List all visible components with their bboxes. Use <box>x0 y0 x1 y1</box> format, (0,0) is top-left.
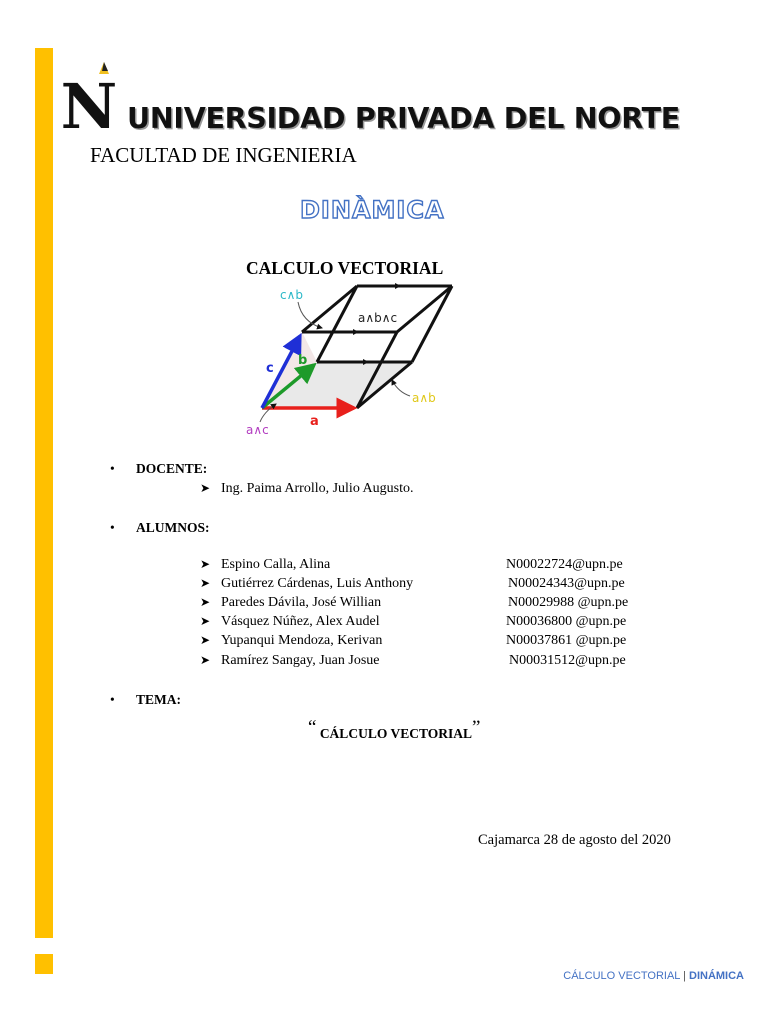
student-email: N00031512@upn.pe <box>509 653 626 668</box>
faculty-name: FACULTAD DE INGENIERIA <box>90 143 357 167</box>
label-a-wedge-c: a∧c <box>246 423 269 437</box>
alumnos-label: • ALUMNOS: <box>110 520 210 535</box>
label-a-wedge-b: a∧b <box>412 391 436 405</box>
label-c: c <box>266 361 274 376</box>
student-name: ➤ Vásquez Núñez, Alex Audel <box>200 614 380 629</box>
student-email: N00022724@upn.pe <box>506 557 623 572</box>
document-title: CALCULO VECTORIAL <box>246 258 444 278</box>
bullet-icon: • <box>110 461 115 476</box>
docente-label: • DOCENTE: <box>110 461 208 476</box>
label-b: b <box>298 353 308 368</box>
topic-title: “ CÁLCULO VECTORIAL” <box>308 717 481 741</box>
bullet-icon: • <box>110 520 115 535</box>
footer-left: CÁLCULO VECTORIAL <box>563 970 681 982</box>
arrow-bullet-icon: ➤ <box>200 653 211 667</box>
arrow-bullet-icon: ➤ <box>200 557 211 571</box>
course-title: DINÀMICA <box>300 196 445 224</box>
bullet-icon: • <box>110 692 115 707</box>
label-a-wedge-b-wedge-c: a∧b∧c <box>358 311 398 325</box>
student-email: N00029988 @upn.pe <box>508 595 629 610</box>
footer-separator: | <box>683 970 686 982</box>
student-email: N00037861 @upn.pe <box>506 633 627 648</box>
svg-text:N: N <box>60 70 118 143</box>
vector-parallelepiped-figure <box>240 280 480 440</box>
accent-bar <box>35 48 53 938</box>
close-quote: ” <box>471 717 481 738</box>
label-c-wedge-b: c∧b <box>280 288 303 302</box>
student-name: ➤ Gutiérrez Cárdenas, Luis Anthony <box>200 576 414 591</box>
arrow-bullet-icon: ➤ <box>200 633 211 647</box>
university-logo <box>60 60 118 143</box>
page-footer <box>563 970 744 982</box>
arrow-bullet-icon: ➤ <box>200 576 211 590</box>
open-quote: “ <box>308 717 317 738</box>
student-name: ➤ Ramírez Sangay, Juan Josue <box>200 653 380 668</box>
accent-bar-footer <box>35 954 53 974</box>
student-email: N00036800 @upn.pe <box>506 614 627 629</box>
arrow-bullet-icon: ➤ <box>200 614 211 628</box>
date-line: Cajamarca 28 de agosto del 2020 <box>478 832 671 848</box>
student-email: N00024343@upn.pe <box>508 576 625 591</box>
university-name: UNIVERSIDAD PRIVADA DEL NORTE <box>127 102 680 135</box>
student-name: ➤ Espino Calla, Alina <box>200 557 331 572</box>
docente-name: ➤ Ing. Paima Arrollo, Julio Augusto. <box>200 481 414 496</box>
tema-label: • TEMA: <box>110 692 181 707</box>
footer-right: DINÁMICA <box>689 970 744 982</box>
arrow-bullet-icon: ➤ <box>200 595 211 609</box>
student-name: ➤ Yupanqui Mendoza, Kerivan <box>200 633 383 648</box>
student-name: ➤ Paredes Dávila, José Willian <box>200 595 382 610</box>
arrow-bullet-icon: ➤ <box>200 481 211 495</box>
label-a: a <box>310 414 319 429</box>
